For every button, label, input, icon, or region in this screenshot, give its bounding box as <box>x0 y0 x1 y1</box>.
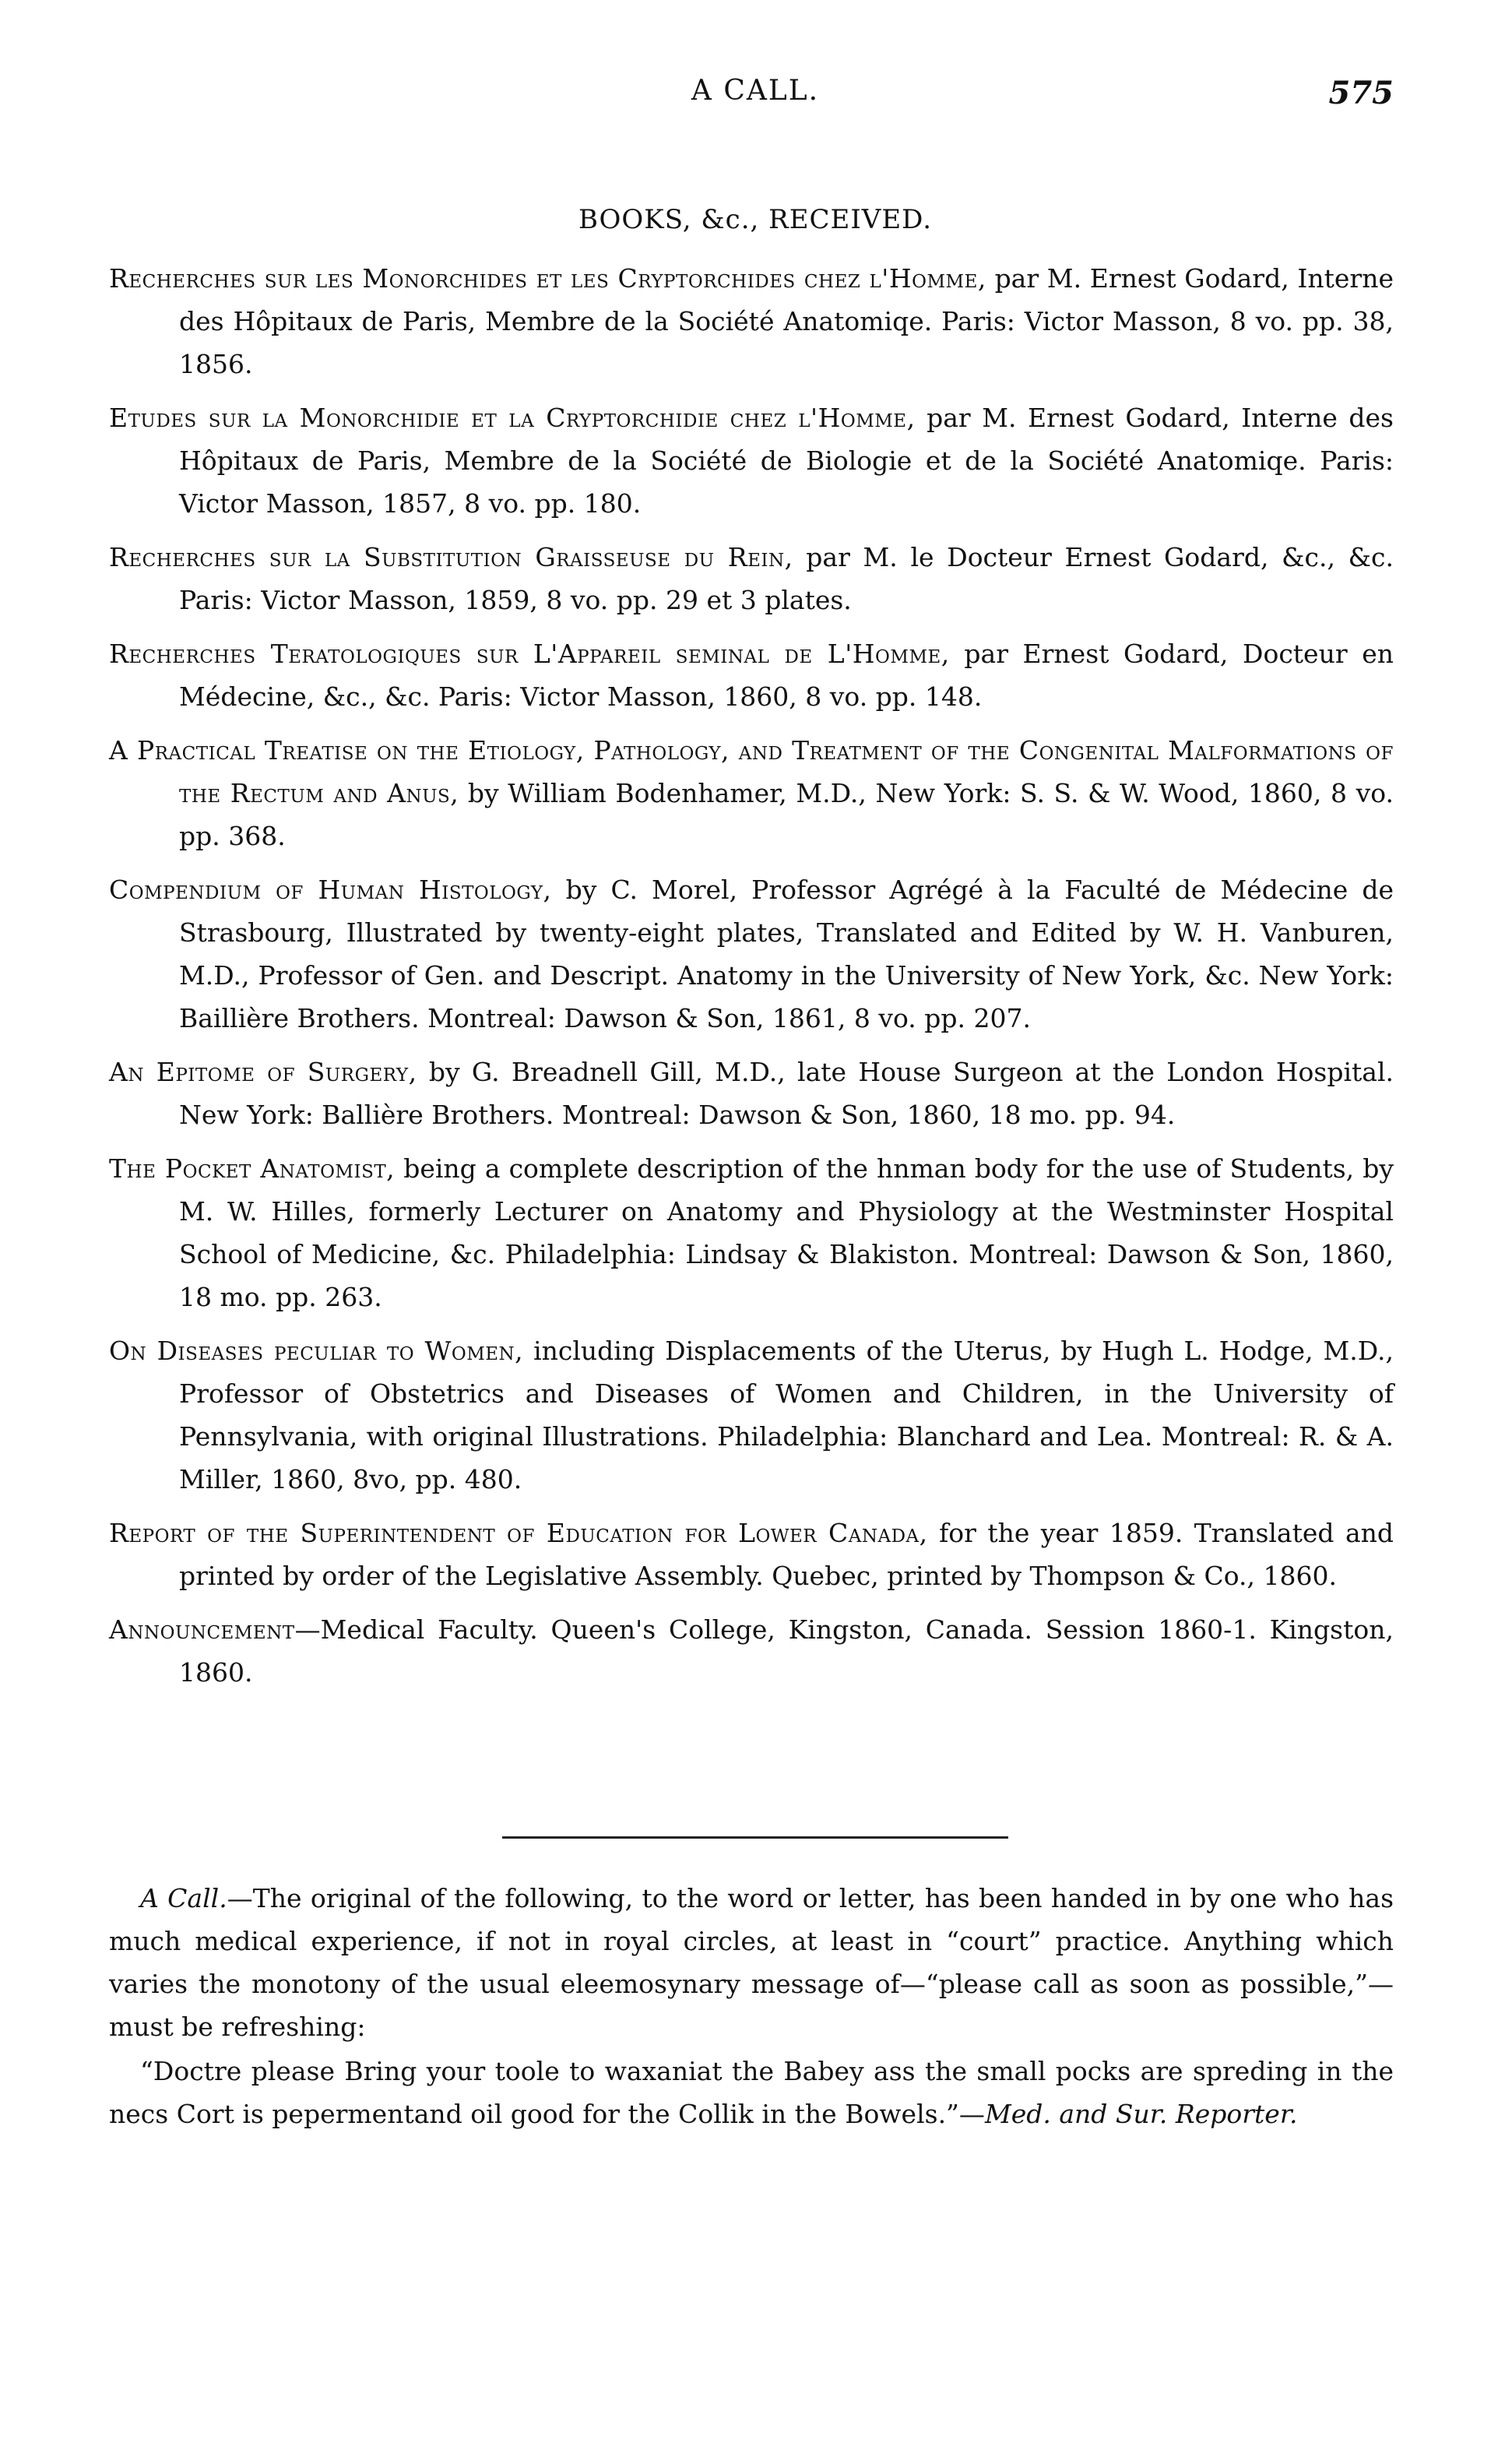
books-received-list <box>109 257 1394 1705</box>
book-entry-details: par Ernest Godard, Docteur en Médecine, &c., &c. Paris: Victor Masson, 1860, 8 vo. pp. 148. <box>179 639 1394 712</box>
book-entry-details: par M. Ernest Godard, Interne des Hôpitaux de Paris, Membre de la Société Anatomiqe. Paris: Victor Masson, 8 vo. pp. 38, 1856. <box>179 263 1394 379</box>
book-entry-title: A Practical Treatise on the Etiology, Pathology, and Treatment of the Congenital Malformations of the Rectum and Anus, <box>109 735 1394 808</box>
book-entry-title: On Diseases peculiar to Women, <box>109 1336 524 1366</box>
book-entry-title: Recherches Teratologiques sur L'Appareil seminal de L'Homme, <box>109 639 950 669</box>
book-entry-title: Recherches sur la Substitution Graisseuse du Rein, <box>109 542 793 572</box>
book-entry <box>109 1512 1394 1597</box>
a-call-article <box>109 1877 1394 2137</box>
book-entry-details: —Medical Faculty. Queen's College, Kingston, Canada. Session 1860-1. Kingston, 1860. <box>179 1614 1394 1688</box>
book-entry <box>109 1147 1394 1318</box>
book-entry-title: Announcement <box>109 1614 295 1645</box>
book-entry-title: The Pocket Anatomist, <box>109 1153 396 1184</box>
book-entry-title: Compendium of Human Histology, <box>109 875 552 905</box>
book-entry-details: by William Bodenhamer, M.D., New York: S. S. & W. Wood, 1860, 8 vo. pp. 368. <box>179 778 1394 851</box>
page-number: 575 <box>1328 75 1394 111</box>
running-title: A CALL. <box>691 75 820 107</box>
book-entry <box>109 1329 1394 1501</box>
call-quote-text: “Doctre please Bring your toole to waxaniat the Babey ass the small pocks are spreding in the necs Cort is pepermentand oil good for the Collik in the Bowels.”— <box>109 2056 1394 2129</box>
section-heading: BOOKS, &c., RECEIVED. <box>578 204 933 235</box>
section-divider <box>502 1836 1008 1839</box>
call-quote-paragraph <box>109 2050 1394 2135</box>
book-entry <box>109 1051 1394 1136</box>
book-entry <box>109 536 1394 621</box>
book-entry <box>109 868 1394 1040</box>
call-intro-paragraph <box>109 1877 1394 2048</box>
book-entry <box>109 1608 1394 1694</box>
book-entry <box>109 257 1394 385</box>
book-entry-title: Report of the Superintendent of Education for Lower Canada, <box>109 1518 928 1548</box>
book-entry-details: par M. le Docteur Ernest Godard, &c., &c. Paris: Victor Masson, 1859, 8 vo. pp. 29 et 3 plates. <box>179 542 1394 615</box>
book-entry <box>109 396 1394 525</box>
book-entry <box>109 632 1394 718</box>
book-entry <box>109 729 1394 857</box>
call-intro-text: —The original of the following, to the word or letter, has been handed in by one who has much medical experience, if not in royal circles, at least in “court” practice. Anything which varies the monotony of the usual eleemosynary message of—“please call as soon as possible,”—must be refreshing: <box>109 1883 1394 2042</box>
book-entry-details: by G. Breadnell Gill, M.D., late House Surgeon at the London Hospital. New York: Ballière Brothers. Montreal: Dawson & Son, 1860, 18 mo. pp. 94. <box>179 1057 1394 1130</box>
book-entry-details: by C. Morel, Professor Agrégé à la Faculté de Médecine de Strasbourg, Illustrated by twenty-eight plates, Translated and Edited by W. H. Vanburen, M.D., Professor of Gen. and Descript. Anatomy in the University of New York, &c. New York: Baillière Brothers. Montreal: Dawson & Son, 1861, 8 vo. pp. 207. <box>179 875 1394 1033</box>
book-entry-details: par M. Ernest Godard, Interne des Hôpitaux de Paris, Membre de la Société de Biologie et de la Société Anatomiqe. Paris: Victor Masson, 1857, 8 vo. pp. 180. <box>179 403 1394 519</box>
running-head <box>117 75 1394 121</box>
call-label: A Call. <box>140 1883 227 1913</box>
book-entry-title: Etudes sur la Monorchidie et la Cryptorchidie chez l'Homme, <box>109 403 916 433</box>
book-entry-details: for the year 1859. Translated and printed by order of the Legislative Assembly. Quebec, printed by Thompson & Co., 1860. <box>179 1518 1394 1591</box>
book-entry-details: being a complete description of the hnman body for the use of Students, by M. W. Hilles, formerly Lecturer on Anatomy and Physiology at the Westminster Hospital School of Medicine, &c. Philadelphia: Lindsay & Blakiston. Montreal: Dawson & Son, 1860, 18 mo. pp. 263. <box>179 1153 1394 1312</box>
book-entry-title: Recherches sur les Monorchides et les Cryptorchides chez l'Homme, <box>109 263 986 294</box>
call-source: Med. and Sur. Reporter. <box>984 2099 1298 2129</box>
book-entry-title: An Epitome of Surgery, <box>109 1057 417 1087</box>
book-entry-details: including Displacements of the Uterus, by Hugh L. Hodge, M.D., Professor of Obstetrics and Diseases of Women and Children, in the University of Pennsylvania, with original Illustrations. Philadelphia: Blanchard and Lea. Montreal: R. & A. Miller, 1860, 8vo, pp. 480. <box>179 1336 1394 1494</box>
